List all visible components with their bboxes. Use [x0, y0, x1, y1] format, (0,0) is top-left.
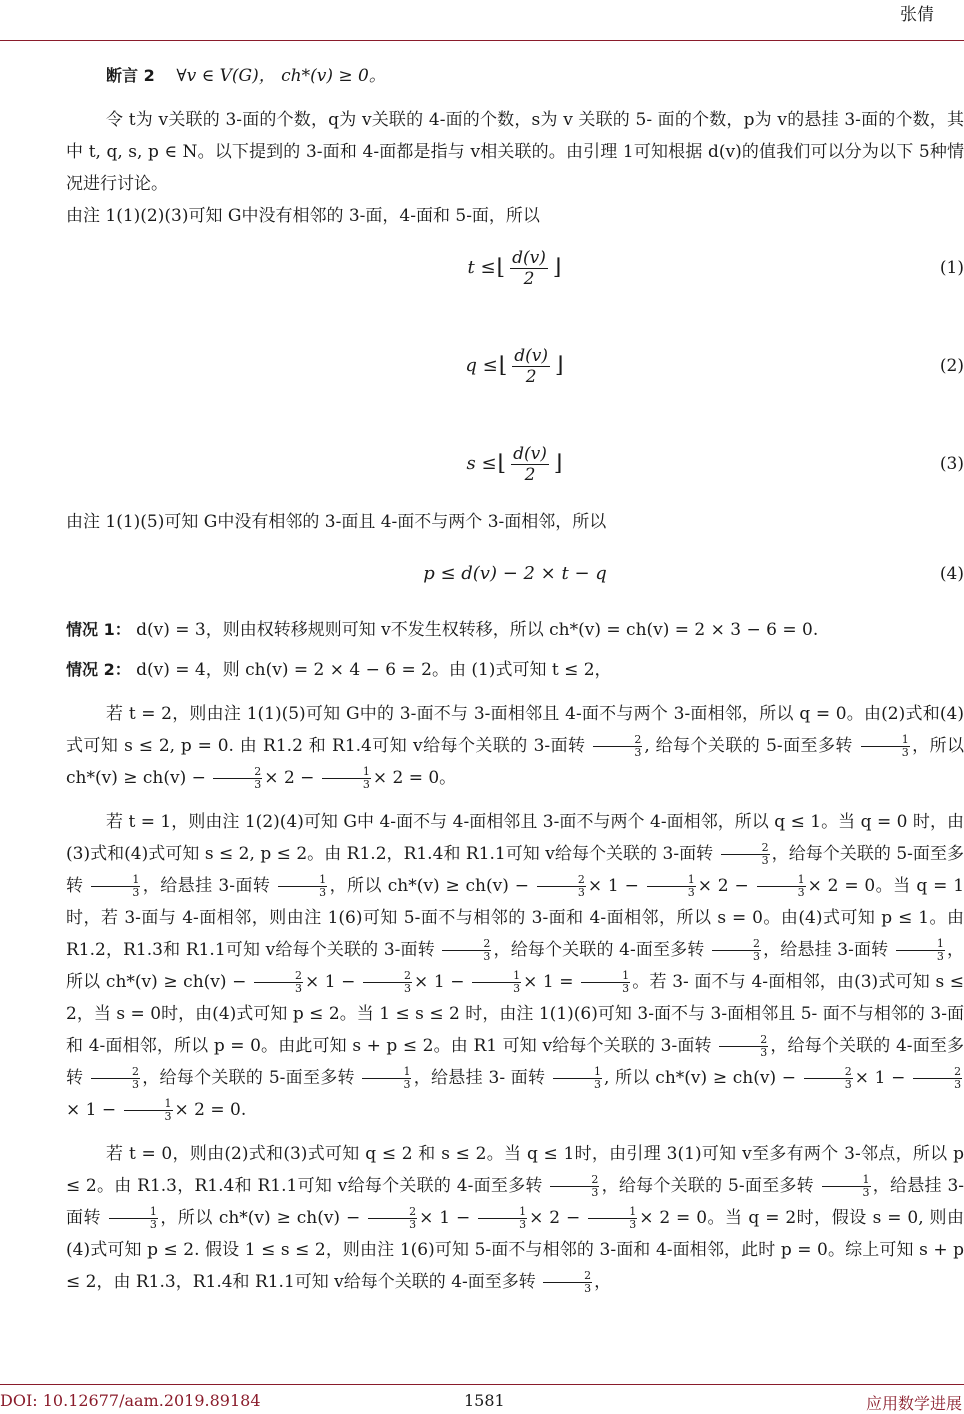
floor-left: ⌊ — [497, 451, 507, 476]
fraction-denominator: 3 — [936, 950, 944, 963]
floor-left: ⌊ — [498, 353, 508, 378]
eq2-lhs: q ≤ — [465, 355, 498, 376]
eq3-lhs: s ≤ — [466, 453, 497, 474]
fraction-two-thirds — [91, 1066, 140, 1091]
floor-right: ⌋ — [555, 353, 564, 378]
fraction-numerator: 2 — [543, 1270, 592, 1283]
fraction-one-third — [478, 1206, 527, 1231]
fraction-one-third — [581, 970, 630, 995]
case2-label: 情况 2： — [66, 660, 131, 679]
claim-text: ∀v ∈ V(G)， ch*(v) ≥ 0。 — [176, 66, 386, 86]
fraction-numerator: 1 — [478, 1206, 527, 1219]
fraction-one-third — [647, 874, 696, 899]
fraction-two-thirds — [363, 970, 412, 995]
t2-text-c: ，所以 ch*(v) ≥ ch(v) − — [66, 736, 964, 788]
fraction-denominator: 3 — [131, 1078, 139, 1091]
header-rule — [0, 40, 964, 41]
fraction-numerator: 2 — [550, 1174, 599, 1187]
fraction-denominator: 3 — [409, 1218, 417, 1231]
fraction-numerator: 2 — [213, 766, 262, 779]
fraction-one-third — [861, 734, 910, 759]
fraction-numerator: 1 — [588, 1206, 637, 1219]
eq1-fraction — [510, 248, 548, 289]
fraction-denominator: 3 — [362, 778, 370, 791]
t0-text-e: × 1 − — [419, 1208, 471, 1228]
case-2 — [66, 654, 964, 686]
fraction-denominator: 3 — [577, 886, 585, 899]
case1-label: 情况 1： — [66, 620, 131, 639]
fraction-numerator: 1 — [472, 970, 521, 983]
fraction-numerator: 1 — [647, 874, 696, 887]
t0-text-a: 若 t = 0，则由(2)式和(3)式可知 q ≤ 2 和 s ≤ 2。当 q ≤ 1时，由引理 3(1)可知 v至多有两个 3-邻点，所以 p ≤ 2。由 R1.3，R1.4和 R1.1可知 v给每个关联的 4-面至多转 — [66, 1144, 964, 1196]
fraction-denominator: 3 — [294, 982, 302, 995]
t0-text-c: ，给悬挂 3-面转 — [66, 1176, 964, 1228]
t1-text-p: ，给每个关联的 5-面至多转 — [141, 1068, 355, 1088]
fraction-denominator: 3 — [319, 886, 327, 899]
case2-text: d(v) = 4，则 ch(v) = 2 × 4 − 6 = 2。由 (1)式可知 t ≤ 2， — [136, 660, 612, 680]
fraction-denominator: 3 — [164, 1110, 172, 1123]
fraction-two-thirds — [368, 1206, 417, 1231]
floor-right: ⌋ — [552, 255, 562, 280]
t2-text-d: × 2 − — [264, 768, 315, 788]
eq1-denominator: 2 — [523, 268, 535, 289]
fraction-one-third — [322, 766, 371, 791]
fraction-two-thirds — [442, 938, 491, 963]
t1-text-k: × 1 − — [304, 972, 356, 992]
fraction-denominator: 3 — [519, 1218, 527, 1231]
fraction-two-thirds — [913, 1066, 962, 1091]
fraction-one-third — [822, 1174, 871, 1199]
t0-text-d: ，所以 ch*(v) ≥ ch(v) − — [159, 1208, 361, 1228]
fraction-denominator: 3 — [629, 1218, 637, 1231]
fraction-numerator: 2 — [712, 938, 761, 951]
footer-doi-link[interactable]: DOI: 10.12677/aam.2019.89184 — [0, 1391, 261, 1410]
t1-text-e: × 1 − — [587, 876, 639, 896]
fraction-denominator: 3 — [901, 746, 909, 759]
t1-text-b: ，给每个关联的 5-面至多转 — [66, 844, 964, 896]
fraction-one-third — [588, 1206, 637, 1231]
t1-text-t: × 1 − — [66, 1100, 117, 1120]
fraction-denominator: 3 — [862, 1186, 870, 1199]
footer-page-number: 1581 — [464, 1391, 505, 1410]
fraction-denominator: 3 — [844, 1078, 852, 1091]
fraction-one-third — [896, 938, 945, 963]
eq3-denominator: 2 — [524, 464, 536, 485]
fraction-denominator: 3 — [149, 1218, 157, 1231]
fraction-one-third — [124, 1098, 173, 1123]
t1-text-q: ，给悬挂 3- 面转 — [413, 1068, 546, 1088]
t1-text-g: × 2 = 0。当 q = 1 时，若 3-面与 4-面相邻，则由注 1(6)可知 5-面不与相邻的 3-面和 4-面相邻，所以 s = 0。由(4)式可知 p ≤ 1。由 R1.2，R1.3和 R1.1可知 v给每个关联的 3-面转 — [66, 876, 964, 960]
fraction-two-thirds — [712, 938, 761, 963]
fraction-numerator: 2 — [442, 938, 491, 951]
claim-label: 断言 2 — [106, 66, 155, 85]
fraction-one-third — [278, 874, 327, 899]
eq3-fraction — [511, 444, 549, 485]
fraction-denominator: 3 — [797, 886, 805, 899]
fraction-numerator: 1 — [278, 874, 327, 887]
fraction-numerator: 2 — [91, 1066, 140, 1079]
fraction-numerator: 2 — [254, 970, 303, 983]
t2-text-a: 若 t = 2，则由注 1(1)(5)可知 G中的 3-面不与 3-面相邻且 4-面不与两个 3-面相邻，所以 q = 0。由(2)式和(4)式可知 s ≤ 2, p = 0. 由 R1.2 和 R1.4可知 v给每个关联的 3-面转 — [66, 704, 964, 756]
footer-rule — [0, 1384, 964, 1385]
fraction-two-thirds — [543, 1270, 592, 1295]
paragraph-definitions: 令 t为 v关联的 3-面的个数，q为 v关联的 4-面的个数，s为 v 关联的 5- 面的个数，p为 v的悬挂 3-面的个数，其中 t, q, s, p ∈ N。以下提到的 3-面和 4-面都是指与 v相关联的。由引理 1可知根据 d(v)的值我们可以分为以下 5种情况进行讨论。 — [66, 110, 964, 194]
fraction-denominator: 3 — [513, 982, 521, 995]
fraction-numerator: 1 — [109, 1206, 158, 1219]
eq2-numerator: d(v) — [514, 345, 549, 366]
t0-text-g: × 2 = 0。当 q = 2时，假设 s = 0, 则由(4)式可知 p ≤ 2. 假设 1 ≤ s ≤ 2，则由注 1(6)可知 5-面不与相邻的 3-面和 4-面相邻，此时 p = 0。综上可知 s + p ≤ 2，由 R1.3，R1.4和 R1.1可知 v给每个关联的 4-面至多转 — [66, 1208, 964, 1292]
fraction-two-thirds — [550, 1174, 599, 1199]
fraction-denominator: 3 — [132, 886, 140, 899]
fraction-denominator: 3 — [760, 1046, 768, 1059]
eq3-numerator: d(v) — [513, 443, 547, 464]
footer-journal-name: 应用数学进展 — [865, 1394, 962, 1413]
t1-text-a: 若 t = 1，则由注 1(2)(4)可知 G中 4-面不与 4-面相邻且 3-面不与两个 4-面相邻，所以 q ≤ 1。当 q = 0 时，由(3)式和(4)式可知 s ≤ 2, p ≤ 2。由 R1.2，R1.4和 R1.1可知 v给每个关联的 3-面转 — [66, 812, 964, 864]
fraction-one-third — [91, 874, 140, 899]
t1-text-s: × 1 − — [854, 1068, 906, 1088]
t1-text-j: ，所以 ch*(v) ≥ ch(v) − — [66, 940, 964, 992]
t1-text-m: × 1 = — [523, 972, 574, 992]
equation-1 — [66, 242, 964, 294]
subcase-t1 — [66, 806, 964, 1126]
fraction-denominator: 3 — [404, 982, 411, 995]
eq2-tag: (2) — [939, 356, 964, 376]
fraction-one-third — [472, 970, 521, 995]
fraction-numerator: 2 — [537, 874, 586, 887]
fraction-numerator: 1 — [124, 1098, 173, 1111]
fraction-one-third — [362, 1066, 411, 1091]
subcase-t2 — [66, 698, 964, 794]
fraction-numerator: 1 — [553, 1066, 602, 1079]
t1-text-o: ，给每个关联的 4-面至多转 — [66, 1036, 964, 1088]
fraction-denominator: 3 — [254, 778, 262, 791]
t1-text-d: ，所以 ch*(v) ≥ ch(v) − — [329, 876, 529, 896]
eq4-expr: p ≤ d(v) − 2 × t − q — [423, 563, 607, 584]
floor-left: ⌊ — [496, 255, 506, 280]
fraction-two-thirds — [719, 1034, 768, 1059]
fraction-numerator: 2 — [913, 1066, 962, 1079]
t0-text-h: ， — [594, 1272, 612, 1292]
paragraph-note-15: 由注 1(1)(5)可知 G中没有相邻的 3-面且 4-面不与两个 3-面相邻，所以 — [66, 512, 607, 532]
fraction-one-third — [109, 1206, 158, 1231]
t1-text-l: × 1 − — [414, 972, 465, 992]
eq1-tag: (1) — [939, 258, 964, 278]
eq2-fraction — [512, 346, 550, 387]
t2-text-e: × 2 = 0。 — [372, 768, 457, 788]
fraction-denominator: 3 — [634, 746, 642, 759]
equation-4 — [66, 548, 964, 600]
fraction-numerator: 2 — [719, 1034, 768, 1047]
fraction-denominator: 3 — [954, 1078, 962, 1091]
fraction-denominator: 3 — [591, 1186, 599, 1199]
t0-text-f: × 2 − — [529, 1208, 581, 1228]
eq2-denominator: 2 — [525, 366, 537, 387]
t0-text-b: ，给每个关联的 5-面至多转 — [601, 1176, 814, 1196]
fraction-two-thirds — [537, 874, 586, 899]
fraction-two-thirds — [804, 1066, 853, 1091]
fraction-numerator: 2 — [721, 842, 770, 855]
eq1-numerator: d(v) — [512, 247, 546, 268]
case1-text: d(v) = 3，则由权转移规则可知 v不发生权转移，所以 ch*(v) = ch(v) = 2 × 3 − 6 = 0. — [136, 620, 819, 640]
equation-2 — [66, 340, 964, 392]
t1-text-f: × 2 − — [697, 876, 749, 896]
claim — [66, 60, 964, 92]
fraction-two-thirds — [213, 766, 262, 791]
fraction-numerator: 1 — [757, 874, 806, 887]
case-1 — [66, 614, 964, 646]
paragraph-note-123: 由注 1(1)(2)(3)可知 G中没有相邻的 3-面，4-面和 5-面，所以 — [66, 206, 540, 226]
fraction-denominator: 3 — [403, 1078, 411, 1091]
header-author: 张倩 — [900, 5, 934, 25]
eq1-lhs: t ≤ — [467, 257, 496, 278]
t1-text-r: , 所以 ch*(v) ≥ ch(v) − — [604, 1068, 797, 1088]
fraction-two-thirds — [721, 842, 770, 867]
t1-text-n: 。若 3- 面不与 4-面相邻，由(3)式可知 s ≤ 2，当 s = 0时，由(4)式可知 p ≤ 2。当 1 ≤ s ≤ 2 时，由注 1(1)(6)可知 3-面不与 3-面相邻且 5- 面不与相邻的 3-面和 4-面相邻，所以 p = 0。由此可知 s + p ≤ 2。由 R1 可知 v给每个关联的 3-面转 — [66, 972, 964, 1056]
fraction-one-third — [553, 1066, 602, 1091]
fraction-denominator: 3 — [622, 982, 630, 995]
fraction-denominator: 3 — [761, 854, 769, 867]
t1-text-i: ，给悬挂 3-面转 — [763, 940, 889, 960]
fraction-one-third — [757, 874, 806, 899]
fraction-denominator: 3 — [584, 1282, 592, 1295]
fraction-numerator: 2 — [363, 970, 412, 983]
fraction-denominator: 3 — [594, 1078, 601, 1091]
fraction-numerator: 1 — [581, 970, 630, 983]
fraction-denominator: 3 — [753, 950, 761, 963]
fraction-two-thirds — [254, 970, 303, 995]
fraction-numerator: 1 — [861, 734, 910, 747]
eq3-tag: (3) — [939, 454, 964, 474]
fraction-numerator: 1 — [362, 1066, 411, 1079]
equation-3 — [66, 438, 964, 490]
eq4-tag: (4) — [939, 564, 964, 584]
article-body — [66, 60, 964, 1298]
fraction-denominator: 3 — [483, 950, 491, 963]
fraction-numerator: 1 — [822, 1174, 871, 1187]
t1-text-h: ，给每个关联的 4-面至多转 — [493, 940, 705, 960]
fraction-two-thirds — [593, 734, 642, 759]
fraction-numerator: 1 — [322, 766, 371, 779]
fraction-numerator: 1 — [91, 874, 140, 887]
fraction-denominator: 3 — [687, 886, 695, 899]
floor-right: ⌋ — [553, 451, 563, 476]
subcase-t0 — [66, 1138, 964, 1298]
t2-text-b: , 给每个关联的 5-面至多转 — [644, 736, 853, 756]
fraction-numerator: 2 — [593, 734, 642, 747]
t1-text-c: ，给悬挂 3-面转 — [142, 876, 271, 896]
t1-text-u: × 2 = 0. — [174, 1100, 247, 1120]
fraction-numerator: 2 — [368, 1206, 417, 1219]
fraction-numerator: 1 — [896, 938, 945, 951]
fraction-numerator: 2 — [804, 1066, 853, 1079]
